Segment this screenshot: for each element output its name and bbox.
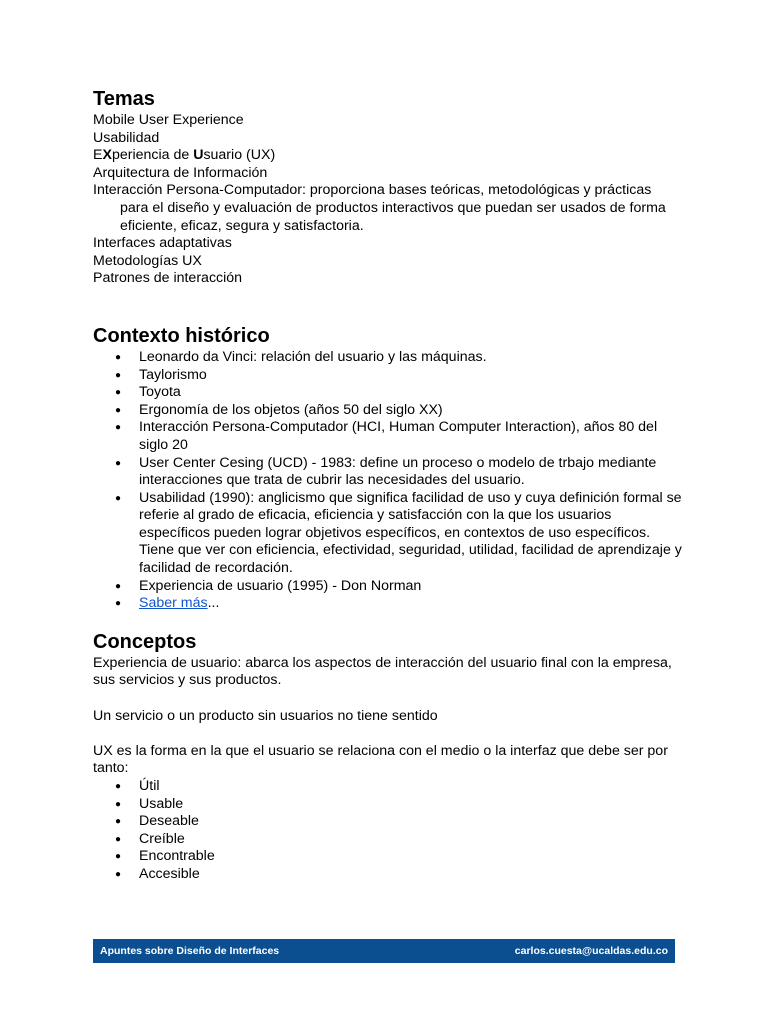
- temas-item: Metodologías UX: [93, 252, 202, 269]
- contexto-item-link: ● Saber más...: [93, 595, 684, 613]
- conceptos-heading: Conceptos: [93, 630, 197, 653]
- temas-item: Mobile User Experience: [93, 112, 244, 128]
- document-page: [93, 86, 683, 884]
- page-footer: [93, 939, 675, 963]
- temas-item: Arquitectura de Información: [93, 164, 268, 181]
- conceptos-item: ● Usable: [93, 796, 684, 814]
- temas-list: [93, 112, 683, 288]
- contexto-item: ● Interacción Persona-Computador (HCI, Human Computer Interaction), años 80 del siglo 20: [93, 419, 684, 454]
- temas-item: Interfaces adaptativas: [93, 235, 232, 252]
- saber-mas-link[interactable]: Saber más: [139, 595, 208, 612]
- conceptos-item: ● Útil: [93, 778, 684, 796]
- contexto-list: [93, 349, 683, 613]
- conceptos-list: [93, 778, 683, 884]
- footer-title: Apuntes sobre Diseño de Interfaces: [100, 945, 280, 957]
- conceptos-paragraph: UX es la forma en la que el usuario se relaciona con el medio o la interfaz que debe ser por tanto:: [93, 742, 668, 777]
- temas-item: Usabilidad: [93, 129, 160, 146]
- temas-heading: Temas: [93, 88, 155, 110]
- conceptos-paragraph: Un servicio o un producto sin usuarios no tiene sentido: [93, 707, 438, 724]
- contexto-item: ● Ergonomía de los objetos (años 50 del siglo XX): [93, 402, 684, 420]
- temas-item-ux: EXperiencia de Usuario (UX): [93, 147, 276, 164]
- footer-email: carlos.cuesta@ucaldas.edu.co: [514, 945, 668, 957]
- conceptos-item: ● Accesible: [93, 866, 684, 884]
- contexto-item: ● Taylorismo: [93, 367, 684, 385]
- contexto-item: ● Leonardo da Vinci: relación del usuario y las máquinas.: [93, 349, 684, 367]
- contexto-item: ● Usabilidad (1990): anglicismo que significa facilidad de uso y cuya definición formal se referie al grado de eficacia, eficiencia y satisfacción con la que los usuarios específicos pueden lograr objetivos específicos, en contextos de uso específicos. Tiene que ver con eficiencia, efectividad, seguridad, utilidad, facilidad de aprendizaje y facilidad de recordación.: [93, 490, 684, 578]
- contexto-item: ● Toyota: [93, 384, 684, 402]
- temas-item: Interacción Persona-Computador: proporciona bases teóricas, metodológicas y prácticas para el diseño y evaluación de productos interactivos que puedan ser usados de forma eficiente, eficaz, segura y satisfactoria.: [93, 182, 666, 234]
- temas-item: Patrones de interacción: [93, 270, 243, 287]
- contexto-heading: Contexto histórico: [93, 324, 270, 347]
- conceptos-item: ● Encontrable: [93, 848, 684, 866]
- conceptos-item: ● Deseable: [93, 813, 684, 831]
- conceptos-paragraph: Experiencia de usuario: abarca los aspectos de interacción del usuario final con la empresa, sus servicios y sus productos.: [93, 654, 672, 689]
- contexto-item: ● Experiencia de usuario (1995) - Don Norman: [93, 578, 684, 596]
- conceptos-item: ● Creíble: [93, 831, 684, 849]
- contexto-item: ● User Center Cesing (UCD) - 1983: define un proceso o modelo de trbajo mediante interacciones que trata de cubrir las necesidades del usuario.: [93, 455, 684, 490]
